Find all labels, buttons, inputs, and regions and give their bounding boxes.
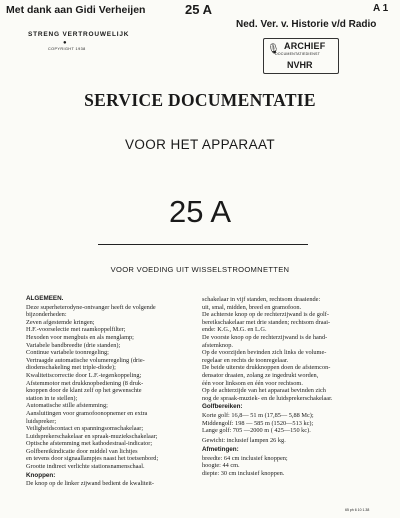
text-line: Golfbereikindicatie door middel van lichtjes: [26, 447, 138, 455]
text-line: Hexoden voor mengbuis en als menglamp;: [26, 333, 134, 341]
text-line: densator draaien, zolang ze ingedrukt worden,: [202, 371, 319, 379]
microphone-icon: 🎙: [267, 44, 280, 55]
text-line: bereikschakelaar met drie standen; rechtsom draai-: [202, 318, 331, 326]
right-column: [202, 296, 382, 478]
thanks-line: Met dank aan Gidi Verheijen: [6, 4, 146, 16]
wave-list: [202, 412, 382, 435]
text-line: De achterste knop op de rechterzijwand is de golf-: [202, 311, 329, 319]
heading-dimensions: Afmetingen:: [202, 446, 239, 454]
text-line: Kwaliteitscorrectie door L.F.-tegenkoppeling;: [26, 371, 142, 379]
model-number: 25 A: [168, 194, 232, 229]
text-line: Middengolf: 198 — 585 m (1520—513 kc);: [202, 419, 314, 427]
text-line: ende: K.G., M.G. en L.G.: [202, 326, 267, 334]
page-code: A 1: [373, 3, 389, 14]
heading-buttons: Knoppen:: [26, 471, 56, 479]
left-column: [26, 294, 206, 488]
text-line: nog de spraak-muziek- en de luidsprekerschakelaar.: [202, 394, 333, 402]
text-line: uit, smal, midden, breed en gramofoon.: [202, 303, 302, 311]
text-line: Afstemmotor met drukknopbediening (8 druk-: [26, 379, 144, 387]
power-note: VOOR VOEDING UIT WISSELSTROOMNETTEN: [110, 265, 290, 274]
text-line: Deze superheterodyne-ontvanger heeft de volgende: [26, 303, 156, 311]
copyright-label: COPYRIGHT 1938: [48, 47, 86, 51]
text-line: Optische afstemming met kathodestraal-indicator;: [26, 440, 153, 448]
text-line: De knop op de linker zijwand bedient de kwaliteit-: [26, 480, 154, 488]
confidential-label: STRENG VERTROUWELIJK: [28, 31, 130, 38]
text-line: station in te stellen);: [26, 394, 78, 402]
text-line: één voor linksom en één voor rechtsom.: [202, 379, 303, 387]
heading-wave: Golfbereiken:: [202, 403, 243, 411]
text-line: regelaar en rechts de toonregelaar.: [202, 356, 289, 364]
stamp-line-2: DOCUMENTATIEDIENST: [275, 52, 320, 56]
weight-line: Gewicht: inclusief lampen 26 kg.: [202, 436, 286, 444]
general-list: [26, 304, 206, 471]
text-line: diodenschakeling met triple-diode);: [26, 364, 116, 372]
page-subtitle: VOOR HET APPARAAT: [124, 137, 276, 152]
dimensions-list: [202, 455, 382, 478]
text-line: hoogte: 44 cm.: [202, 462, 240, 470]
stamp-line-3: NVHR: [287, 60, 313, 70]
text-line: afstemknop.: [202, 341, 233, 349]
text-line: De beide uiterste drukknoppen doen de afstemcon-: [202, 364, 331, 372]
text-line: Automatische stille afstemming;: [26, 402, 108, 410]
text-line: Aansluitingen voor gramofoonopnemer en extra: [26, 409, 148, 417]
controls-list: [202, 296, 382, 402]
text-line: bijzonderheden:: [26, 311, 67, 319]
text-line: Lange golf: 705 —2000 m ( 425—150 kc).: [202, 427, 311, 435]
text-line: Korte golf: 16,8— 51 m (17,85— 5,88 Mc);: [202, 411, 314, 419]
page-title: SERVICE DOCUMENTATIE: [84, 90, 316, 110]
stamp-line-1: ARCHIEF: [284, 41, 326, 51]
logo-dot-icon: ●: [63, 40, 67, 46]
text-line: schakelaar in vijf standen, rechtsom draaiende:: [202, 296, 321, 303]
divider: [98, 244, 308, 245]
archive-stamp: [263, 38, 339, 74]
text-line: luidspreker;: [26, 417, 57, 425]
text-line: Luidsprekerschakelaar en spraak-muziekschakelaar;: [26, 432, 158, 440]
heading-general: ALGEMEEN.: [26, 295, 64, 302]
text-line: H.F.-voorselectie met raamkoppelfilter;: [26, 326, 126, 334]
society-line: Ned. Ver. v. Historie v/d Radio: [236, 19, 377, 30]
text-line: Grootte indirect verlichte stationsnamenschaal.: [26, 463, 145, 471]
footer-code: 65 ph 6 10 1.38: [345, 508, 370, 512]
text-line: De voorste knop op de rechterzijwand is de hand-: [202, 333, 328, 341]
text-line: Vertraagde automatische volumeregeling (drie-: [26, 356, 145, 364]
buttons-list: [26, 480, 206, 488]
text-line: Op de voorzijden bevinden zich links de volume-: [202, 349, 327, 357]
text-line: Variabele bandbreedte (drie standen);: [26, 341, 121, 349]
text-line: Zeven afgestemde kringen;: [26, 318, 95, 326]
text-line: knoppen door de klant zelf op het gewenschte: [26, 387, 142, 395]
model-header: 25 A: [185, 2, 212, 17]
text-line: Veiligheidscontact en spanningsomschakelaar;: [26, 425, 144, 433]
text-line: en tevens door signaallampjes naast het toetsenbord;: [26, 455, 159, 463]
text-line: Op de achterzijde van het apparaat bevinden zich: [202, 387, 326, 395]
text-line: breedte: 64 cm inclusief knoppen;: [202, 454, 288, 462]
text-line: Continue variabele toonregeling;: [26, 349, 109, 357]
text-line: diepte: 30 cm inclusief knoppen.: [202, 470, 285, 478]
